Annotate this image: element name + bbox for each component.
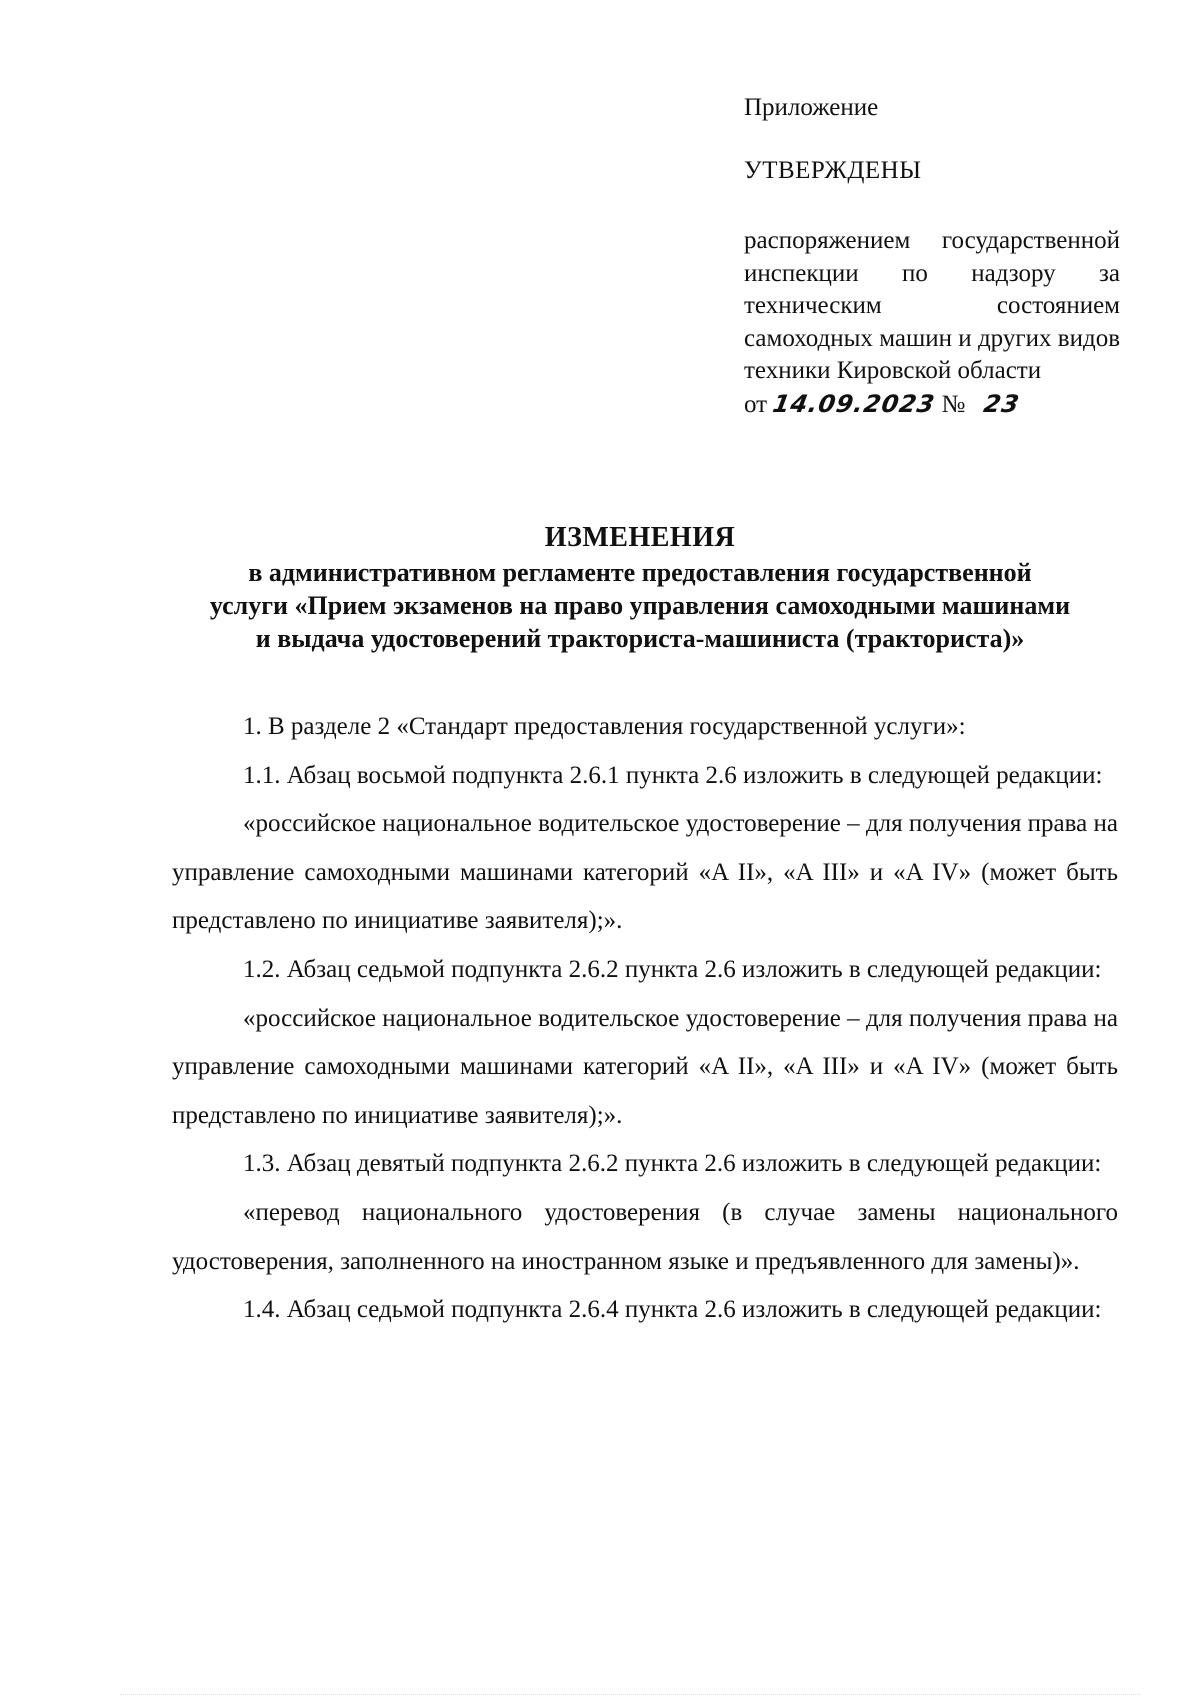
paragraph-quote-3: «перевод национального удостоверения (в случае замены национального удостоверения, заполненного на иностранном языке и предъявленного для замены)». bbox=[172, 1198, 1118, 1275]
approved-label: УТВЕРЖДЕНЫ bbox=[744, 156, 922, 184]
approval-authority: распоряжением государственной инспекции по надзору за техническим состоянием самоходных машин и других видов техники Кировской области bbox=[744, 227, 1120, 384]
title-line-3: и выдача удостоверений тракториста-машиниста (тракториста)» bbox=[255, 624, 1025, 653]
approval-block bbox=[744, 92, 1120, 421]
date-prefix: от bbox=[744, 390, 768, 418]
handwritten-number: 23 bbox=[981, 389, 1022, 418]
paragraph-1-1: 1.1. Абзац восьмой подпункта 2.6.1 пункта 2.6 изложить в следующей редакции: bbox=[243, 761, 1103, 789]
document-title bbox=[160, 520, 1120, 655]
document-body bbox=[172, 703, 1118, 1335]
paragraph-1-3: 1.3. Абзац девятый подпункта 2.6.2 пункта 2.6 изложить в следующей редакции: bbox=[243, 1150, 1102, 1178]
number-prefix: № bbox=[941, 390, 966, 418]
title-line-1: в административном регламенте предоставления государственной bbox=[248, 558, 1032, 587]
title-main: ИЗМЕНЕНИЯ bbox=[544, 522, 736, 553]
scan-edge-artifact bbox=[120, 1692, 1140, 1695]
paragraph-1: 1. В разделе 2 «Стандарт предоставления государственной услуги»: bbox=[243, 713, 966, 740]
paragraph-quote-1: «российское национальное водительское удостоверение – для получения права на управление самоходными машинами категорий «A II», «A III» и «A IV» (может быть представлено по инициативе заявителя);». bbox=[172, 810, 1118, 935]
paragraph-1-2: 1.2. Абзац седьмой подпункта 2.6.2 пункта 2.6 изложить в следующей редакции: bbox=[243, 955, 1102, 983]
paragraph-quote-2: «российское национальное водительское удостоверение – для получения права на управление самоходными машинами категорий «A II», «A III» и «A IV» (может быть представлено по инициативе заявителя);». bbox=[172, 1004, 1118, 1129]
appendix-label: Приложение bbox=[744, 94, 879, 121]
handwritten-date: 14.09.2023 bbox=[770, 389, 938, 418]
title-line-2: услуги «Прием экзаменов на право управления самоходными машинами bbox=[209, 591, 1071, 620]
paragraph-1-4: 1.4. Абзац седьмой подпункта 2.6.4 пункта 2.6 изложить в следующей редакции: bbox=[243, 1296, 1102, 1324]
approval-date-line bbox=[744, 388, 1120, 422]
